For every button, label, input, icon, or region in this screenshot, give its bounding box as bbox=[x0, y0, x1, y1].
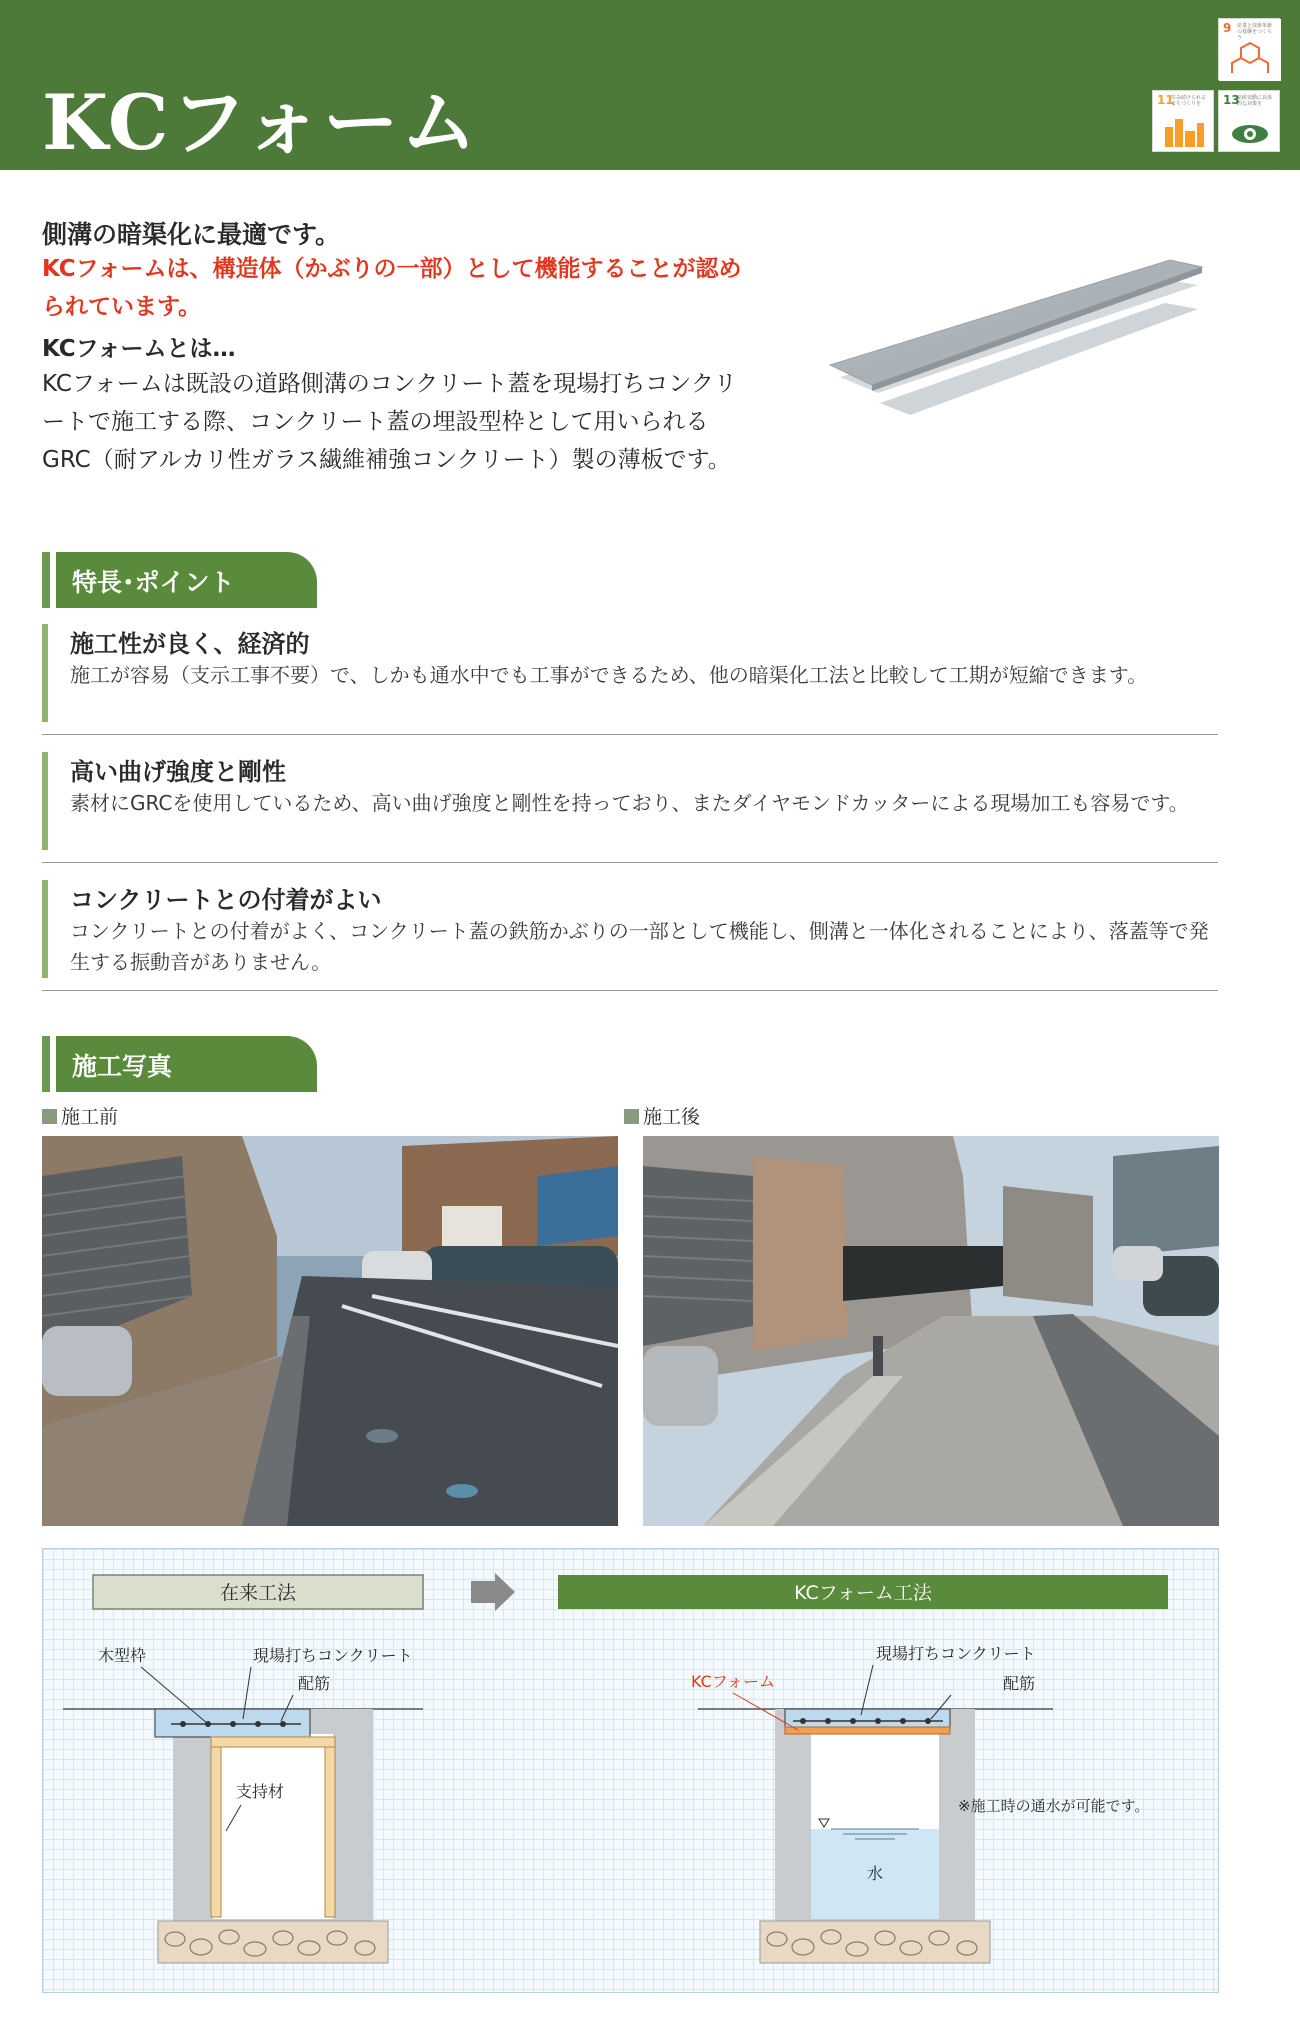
divider bbox=[42, 990, 1218, 991]
feature-body: 素材にGRCを使用しているため、高い曲げ強度と剛性を持っており、またダイヤモンドカッターによる現場加工も容易です。 bbox=[70, 791, 1189, 815]
sdg-text: 産業と技術革新の基盤をつくろう bbox=[1237, 23, 1273, 41]
section-title: 特長･ポイント bbox=[72, 568, 235, 597]
feature-heading: 施工性が良く、経済的 bbox=[70, 630, 310, 658]
sdg-badge-11 bbox=[1152, 90, 1214, 152]
buildings-icon bbox=[1165, 119, 1204, 147]
intro-lead: 側溝の暗渠化に最適です。 bbox=[42, 220, 341, 249]
kc-form-plate bbox=[785, 1727, 950, 1734]
square-icon bbox=[624, 1109, 639, 1124]
formwork-top bbox=[211, 1737, 335, 1747]
tab-bar bbox=[42, 1036, 50, 1092]
conventional-title: 在来工法 bbox=[219, 1582, 297, 1604]
feature-body: 施工が容易（支示工事不要）で、しかも通水中でも工事ができるため、他の暗渠化工法と比較して工期が短縮できます。 bbox=[70, 663, 1148, 687]
sdg-number: 13 bbox=[1223, 93, 1240, 107]
label-rebar: 配筋 bbox=[298, 1674, 331, 1693]
feature-heading: 高い曲げ強度と剛性 bbox=[70, 758, 286, 786]
photo-label-text: 施工後 bbox=[643, 1106, 701, 1128]
intro-highlight: KCフォームは、構造体（かぶりの一部）として機能することが認められています。 bbox=[42, 256, 742, 320]
intro-subheading: KCフォームとは… bbox=[42, 336, 236, 362]
label-concrete: 現場打ちコンクリート bbox=[253, 1646, 413, 1665]
tab-bar bbox=[42, 552, 50, 608]
sdg-number: 11 bbox=[1157, 93, 1174, 107]
page-title: KCフォーム bbox=[42, 78, 479, 167]
feature-heading: コンクリートとの付着がよい bbox=[70, 886, 382, 914]
label-concrete: 現場打ちコンクリート bbox=[876, 1644, 1036, 1663]
arrow-right-icon bbox=[471, 1573, 515, 1611]
label-water: 水 bbox=[866, 1864, 884, 1883]
sdg-text: 気候変動に具体的な対策を bbox=[1237, 95, 1273, 107]
section-title: 施工写真 bbox=[72, 1052, 173, 1081]
feature-bar bbox=[42, 880, 48, 978]
photo-label-before bbox=[42, 1102, 118, 1129]
photo-before bbox=[42, 1136, 618, 1526]
kc-form-product-image bbox=[820, 225, 1220, 475]
photo-after bbox=[643, 1136, 1219, 1526]
sdg-badge-9 bbox=[1218, 18, 1280, 80]
intro-body: KCフォームは既設の道路側溝のコンクリート蓋を現場打ちコンクリートで施工する際、コンクリート蓋の埋設型枠として用いられるGRC（耐アルカリ性ガラス繊維補強コンクリート）製の薄板です。 bbox=[42, 371, 737, 473]
photo-label-text: 施工前 bbox=[61, 1106, 119, 1128]
sdg-badge-13 bbox=[1218, 90, 1280, 152]
square-icon bbox=[42, 1109, 57, 1124]
formwork-right bbox=[325, 1747, 335, 1917]
label-rebar: 配筋 bbox=[1003, 1674, 1036, 1693]
diagram-note: ※施工時の通水が可能です。 bbox=[958, 1797, 1150, 1815]
feature-bar bbox=[42, 624, 48, 722]
diagram-svg bbox=[43, 1549, 1220, 1994]
feature-body: コンクリートとの付着がよく、コンクリート蓋の鉄筋かぶりの一部として機能し、側溝と一体化されることにより、落蓋等で発生する振動音がありません。 bbox=[70, 919, 1209, 974]
channel-interior bbox=[213, 1734, 333, 1919]
construction-diagram bbox=[42, 1548, 1219, 1993]
leader-line bbox=[861, 1665, 873, 1715]
feature-bar bbox=[42, 752, 48, 850]
sdg-text: 住み続けられるまちづくりを bbox=[1171, 95, 1207, 107]
divider bbox=[42, 734, 1218, 735]
divider bbox=[42, 862, 1218, 863]
formwork-left bbox=[211, 1747, 221, 1917]
feature-item bbox=[42, 752, 1218, 862]
label-kcform: KCフォーム bbox=[691, 1672, 775, 1691]
section-tab-photos bbox=[42, 1036, 317, 1092]
eye-globe-icon bbox=[1232, 125, 1268, 143]
label-formwork: 木型枠 bbox=[98, 1646, 147, 1665]
feature-item bbox=[42, 624, 1218, 734]
kc-title: KCフォーム工法 bbox=[794, 1582, 932, 1604]
section-tab-features bbox=[42, 552, 317, 608]
label-support: 支持材 bbox=[236, 1782, 285, 1801]
feature-item bbox=[42, 880, 1218, 990]
photo-label-after bbox=[624, 1102, 700, 1129]
sdg-number: 9 bbox=[1223, 21, 1232, 35]
